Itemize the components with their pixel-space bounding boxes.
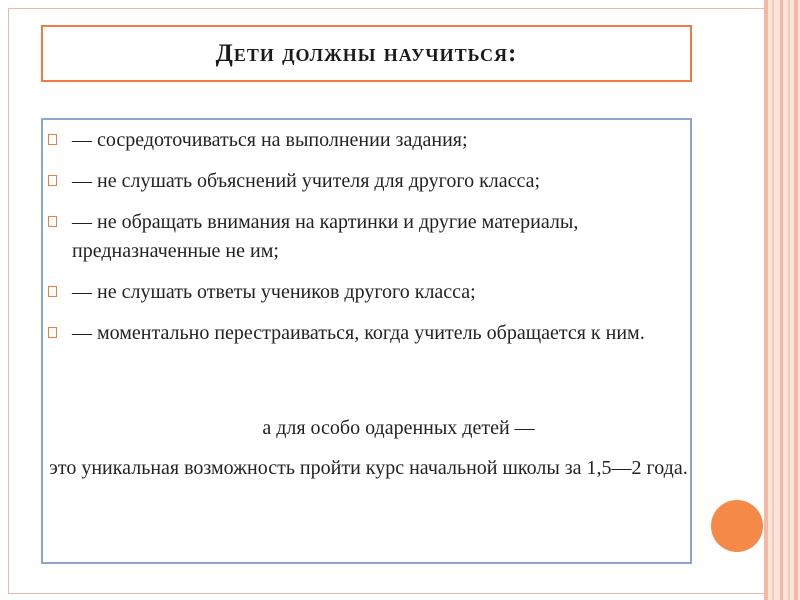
- bullet-square-icon: [48, 134, 57, 145]
- stripe: [764, 0, 768, 600]
- list-item: [43, 208, 683, 266]
- list-item: [43, 319, 683, 348]
- note-line-2: это уникальная возможность пройти курс начальной школы за 1,5—2 года.: [49, 457, 688, 479]
- list-item: [43, 167, 683, 196]
- stripe: [772, 0, 774, 600]
- bullet-text: — не слушать ответы учеников другого класса;: [72, 281, 476, 303]
- orange-circle-decoration: [711, 500, 763, 552]
- bullet-text: — сосредоточиваться на выполнении задания;: [72, 129, 468, 151]
- bullet-list: [43, 126, 683, 360]
- bullet-square-icon: [48, 175, 57, 186]
- stripe: [788, 0, 790, 600]
- slide-title: Дети должны научиться:: [215, 39, 518, 67]
- bullet-text: — не обращать внимания на картинки и другие материалы, предназначенные не им;: [72, 211, 579, 262]
- stripe: [794, 0, 798, 600]
- bullet-text: — не слушать объяснений учителя для другого класса;: [72, 170, 541, 192]
- bullet-text: — моментально перестраиваться, когда учитель обращается к ним.: [72, 322, 645, 344]
- list-item: [43, 126, 683, 155]
- title-box: [41, 25, 692, 82]
- note-line-1: а для особо одаренных детей —: [262, 417, 535, 439]
- content-box: [41, 118, 692, 564]
- bullet-square-icon: [48, 327, 57, 338]
- bullet-square-icon: [48, 286, 57, 297]
- list-item: [43, 278, 683, 307]
- stripe: [780, 0, 783, 600]
- bullet-square-icon: [48, 216, 57, 227]
